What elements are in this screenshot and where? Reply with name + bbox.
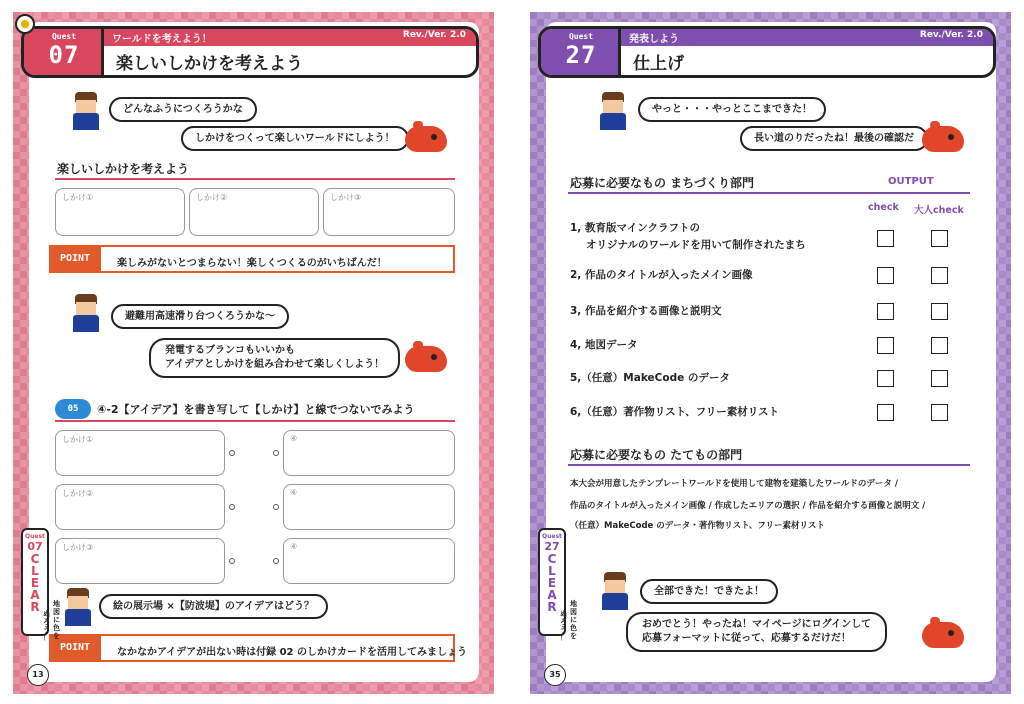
connect-box-right[interactable]	[283, 538, 455, 584]
adult-check-checkbox[interactable]	[931, 404, 948, 421]
clear-vertical-text	[560, 610, 570, 642]
connector-dot[interactable]	[229, 558, 235, 564]
requirements-paragraph: 本大会が用意したテンプレートワールドを使用して建物を建築したワールドのデータ /	[570, 479, 898, 489]
clear-letter: C	[30, 552, 40, 566]
clear-letter: A	[547, 588, 557, 602]
box-label: ④	[290, 542, 298, 551]
clear-vertical-text	[570, 600, 580, 640]
box-label: ④	[290, 434, 298, 443]
boy-character-icon	[600, 572, 630, 610]
adult-check-checkbox[interactable]	[931, 337, 948, 354]
left-page	[13, 12, 494, 694]
boy-character-icon	[63, 588, 93, 626]
speech-bubble	[149, 338, 400, 378]
page-number: 13	[27, 664, 49, 686]
left-header	[21, 26, 479, 78]
clear-char: ぬ	[43, 610, 50, 618]
item-line: 1, 教育版マインクラフトの	[570, 222, 701, 234]
quest-badge	[24, 29, 104, 75]
clear-quest-label: Quest	[542, 533, 562, 540]
page-title: 楽しいしかけを考えよう	[116, 54, 303, 74]
point-callout	[49, 245, 455, 273]
item-line: オリジナルのワールドを用いて制作されたまち	[586, 239, 806, 251]
clear-char: ぬ	[560, 610, 567, 618]
connector-dot[interactable]	[273, 450, 279, 456]
clear-letter: R	[30, 600, 40, 614]
speech-bubble: どんなふうにつくろうかな	[109, 97, 257, 122]
connector-dot[interactable]	[273, 504, 279, 510]
clear-quest-number: 27	[544, 540, 560, 553]
requirements-paragraph: 作品のタイトルが入ったメイン画像 / 作成したエリアの選択 / 作品を紹介する画像と説明文 /	[570, 501, 926, 511]
clear-char: 図	[53, 608, 60, 616]
requirements-paragraph: （任意）MakeCode のデータ・著作物リスト、フリー素材リスト	[570, 521, 825, 531]
clear-char: 地	[570, 600, 577, 608]
requirement-item: 6,（任意）著作物リスト、フリー素材リスト	[570, 406, 780, 418]
idea-box[interactable]	[323, 188, 455, 236]
clear-char: 色	[570, 624, 577, 632]
blob-character-icon	[922, 126, 964, 152]
clear-char: を	[570, 632, 577, 640]
header-revision: Rev./Ver. 2.0	[402, 30, 466, 40]
clear-quest-number: 07	[27, 540, 43, 553]
speech-bubble: 全部できた！できたよ！	[640, 579, 778, 604]
column-header-check: check	[868, 202, 899, 213]
point-badge: POINT	[49, 245, 101, 273]
column-header-adult-check: 大人check	[914, 205, 964, 216]
requirement-item: 4, 地図データ	[570, 339, 638, 351]
check-checkbox[interactable]	[877, 337, 894, 354]
connect-box-left[interactable]	[55, 430, 225, 476]
clear-char: 図	[570, 608, 577, 616]
adult-check-checkbox[interactable]	[931, 303, 948, 320]
bubble-line: 発電するブランコもいいかも	[165, 345, 295, 356]
header-band	[104, 29, 476, 46]
connect-box-right[interactable]	[283, 430, 455, 476]
clear-char: う	[560, 626, 567, 634]
blob-character-icon	[405, 126, 447, 152]
section-title: 応募に必要なもの たてもの部門	[570, 448, 743, 462]
box-label: しかけ②	[196, 193, 228, 202]
connector-dot[interactable]	[273, 558, 279, 564]
connector-dot[interactable]	[229, 450, 235, 456]
check-checkbox[interactable]	[877, 230, 894, 247]
idea-box[interactable]	[55, 188, 185, 236]
clear-char: う	[43, 626, 50, 634]
header-band	[621, 29, 993, 46]
clear-letter: E	[547, 576, 557, 590]
requirement-item: 2, 作品のタイトルが入ったメイン画像	[570, 269, 753, 281]
box-label: しかけ②	[62, 489, 94, 498]
box-label: しかけ①	[62, 193, 94, 202]
clear-char: に	[570, 616, 577, 624]
clear-vertical-text	[43, 610, 53, 642]
check-checkbox[interactable]	[877, 404, 894, 421]
clear-letter: E	[30, 576, 40, 590]
clear-quest-label: Quest	[25, 533, 45, 540]
speech-bubble: 長い道のりだったね！最後の確認だ	[740, 126, 928, 151]
section-title: 応募に必要なもの まちづくり部門	[570, 176, 755, 190]
speech-bubble: 絵の展示場 ×【防波堤】のアイデアはどう？	[99, 594, 328, 619]
clear-char: ろ	[43, 618, 50, 626]
header-subtitle: ワールドを考えよう！	[112, 34, 212, 45]
adult-check-checkbox[interactable]	[931, 230, 948, 247]
check-checkbox[interactable]	[877, 370, 894, 387]
connect-box-right[interactable]	[283, 484, 455, 530]
right-header	[538, 26, 996, 78]
section-rule	[568, 192, 970, 194]
requirement-item: 3, 作品を紹介する画像と説明文	[570, 305, 722, 317]
clear-letter: L	[31, 564, 39, 578]
blob-character-icon	[922, 622, 964, 648]
bubble-line: アイデアとしかけを組み合わせて楽しくしよう！	[165, 359, 385, 370]
speech-bubble: しかけをつくって楽しいワールドにしよう！	[181, 126, 409, 151]
header-subtitle: 発表しよう	[629, 34, 679, 45]
clear-vertical-text	[53, 600, 63, 640]
boy-character-icon	[71, 294, 101, 332]
box-label: しかけ③	[62, 543, 94, 552]
bubble-line: 応募フォーマットに従って、応募するだけだ！	[642, 633, 851, 644]
adult-check-checkbox[interactable]	[931, 267, 948, 284]
clear-char: ！	[43, 634, 50, 642]
quest-badge	[541, 29, 621, 75]
step-badge: 05	[55, 399, 91, 419]
header-revision: Rev./Ver. 2.0	[919, 30, 983, 40]
point-text: なかなかアイデアが出ない時は付録 02 のしかけカードを活用してみましょう	[117, 647, 467, 658]
connect-box-left[interactable]	[55, 538, 225, 584]
clear-char: ！	[560, 634, 567, 642]
speech-bubble: やっと・・・やっとここまできた！	[638, 97, 826, 122]
point-callout	[49, 634, 467, 662]
blob-character-icon	[405, 346, 447, 372]
page-number: 35	[544, 664, 566, 686]
page-title: 仕上げ	[633, 54, 684, 74]
connector-dot[interactable]	[229, 504, 235, 510]
point-badge: POINT	[49, 634, 101, 662]
section-rule	[568, 464, 970, 466]
requirement-item: 5,（任意）MakeCode のデータ	[570, 372, 730, 384]
box-label: ④	[290, 488, 298, 497]
point-text: 楽しみがないとつまらない！楽しくつくるのがいちばんだ！	[117, 258, 387, 269]
quest-number: 27	[565, 41, 597, 69]
clear-char: 地	[53, 600, 60, 608]
section-rule	[55, 178, 455, 180]
bubble-line: おめでとう！やったね！マイページにログインして	[642, 619, 872, 630]
clear-letter: R	[547, 600, 557, 614]
quest-label: Quest	[568, 32, 594, 41]
clear-char: を	[53, 632, 60, 640]
section-title: 楽しいしかけを考えよう	[57, 162, 190, 176]
adult-check-checkbox[interactable]	[931, 370, 948, 387]
connect-box-left[interactable]	[55, 484, 225, 530]
clear-letter: C	[547, 552, 557, 566]
box-label: しかけ①	[62, 435, 94, 444]
speech-bubble: 避難用高速滑り台つくろうかな〜	[111, 304, 289, 329]
requirement-item	[570, 220, 806, 254]
box-label: しかけ③	[330, 193, 362, 202]
lightbulb-icon: ●	[15, 14, 35, 34]
quest-label: Quest	[51, 32, 77, 41]
clear-char: に	[53, 616, 60, 624]
idea-box[interactable]	[189, 188, 319, 236]
clear-char: 色	[53, 624, 60, 632]
check-checkbox[interactable]	[877, 303, 894, 320]
check-checkbox[interactable]	[877, 267, 894, 284]
clear-letter: A	[30, 588, 40, 602]
speech-bubble	[626, 612, 887, 652]
boy-character-icon	[598, 92, 628, 130]
boy-character-icon	[71, 92, 101, 130]
section-rule	[55, 420, 455, 422]
quest-number: 07	[48, 41, 80, 69]
section-title: ④-2【アイデア】を書き写して【しかけ】と線でつないでみよう	[97, 403, 415, 416]
right-page	[530, 12, 1011, 694]
clear-char: ろ	[560, 618, 567, 626]
output-label: OUTPUT	[888, 176, 934, 187]
clear-letter: L	[548, 564, 556, 578]
